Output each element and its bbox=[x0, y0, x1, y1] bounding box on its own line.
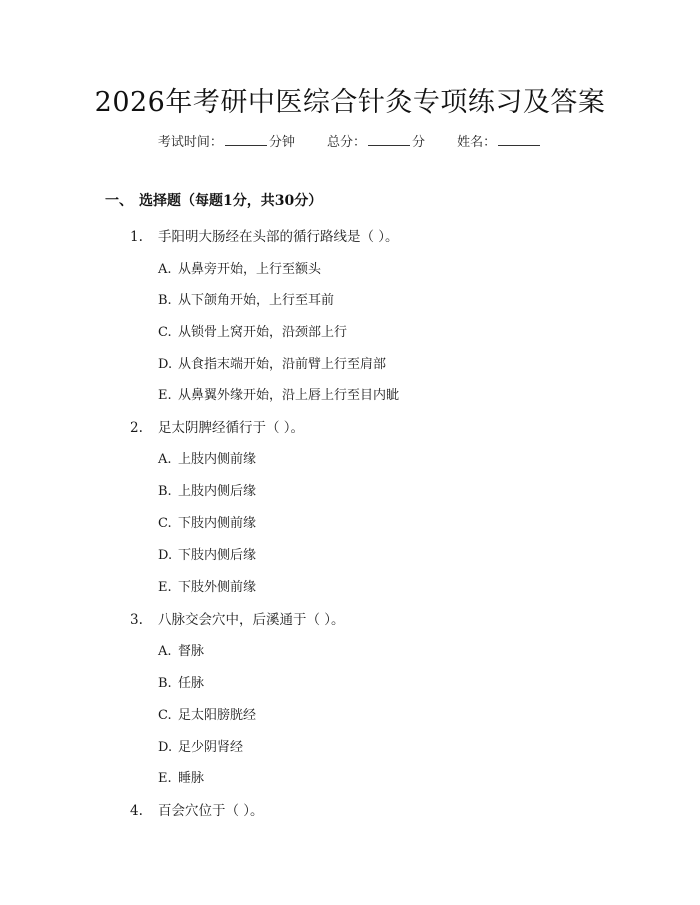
exam-time-blank bbox=[225, 133, 267, 146]
name-label: 姓名： bbox=[457, 135, 497, 150]
option-letter: B. bbox=[158, 293, 172, 308]
option-letter: D. bbox=[158, 357, 173, 372]
option-letter: E. bbox=[158, 388, 172, 403]
option-letter: C. bbox=[158, 516, 172, 531]
option-text: 从下颌角开始，上行至耳前 bbox=[178, 293, 335, 308]
name-blank bbox=[498, 133, 540, 146]
option-item bbox=[158, 736, 243, 755]
option-text: 足太阳膀胱经 bbox=[178, 708, 257, 723]
option-item bbox=[158, 512, 256, 531]
total-score-blank bbox=[368, 133, 410, 146]
option-letter: D. bbox=[158, 740, 173, 755]
option-letter: A. bbox=[158, 644, 172, 659]
question-1 bbox=[130, 225, 399, 245]
question-number: 2. bbox=[130, 420, 143, 436]
option-text: 从锁骨上窝开始，沿颈部上行 bbox=[178, 325, 348, 340]
question-stem: 八脉交会穴中，后溪通于（ ）。 bbox=[158, 612, 345, 628]
question-stem: 手阳明大肠经在头部的循行路线是（ ）。 bbox=[158, 229, 399, 245]
name-field bbox=[457, 131, 542, 150]
exam-time-field bbox=[158, 131, 295, 150]
option-text: 从鼻旁开始，上行至额头 bbox=[178, 262, 322, 277]
option-item bbox=[158, 767, 204, 786]
section-title: 选择题（每题1分，共30分） bbox=[139, 193, 323, 209]
question-stem: 百会穴位于（ ）。 bbox=[158, 803, 264, 819]
option-item bbox=[158, 576, 256, 595]
option-item bbox=[158, 480, 256, 499]
option-letter: B. bbox=[158, 484, 172, 499]
option-letter: E. bbox=[158, 771, 172, 786]
question-4 bbox=[130, 799, 264, 819]
option-text: 督脉 bbox=[178, 644, 205, 659]
question-3 bbox=[130, 608, 345, 628]
question-number: 1. bbox=[130, 229, 143, 245]
option-letter: A. bbox=[158, 452, 172, 467]
option-text: 下肢内侧前缘 bbox=[178, 516, 257, 531]
exam-meta bbox=[0, 131, 700, 150]
option-item bbox=[158, 353, 386, 372]
option-text: 上肢内侧后缘 bbox=[178, 484, 257, 499]
option-letter: D. bbox=[158, 548, 173, 563]
option-item bbox=[158, 289, 334, 308]
option-text: 任脉 bbox=[178, 676, 205, 691]
question-2 bbox=[130, 416, 304, 436]
option-item bbox=[158, 640, 204, 659]
question-number: 4. bbox=[130, 803, 143, 819]
option-item bbox=[158, 704, 256, 723]
option-item bbox=[158, 544, 256, 563]
option-text: 足少阴肾经 bbox=[178, 740, 244, 755]
option-text: 从鼻翼外缘开始，沿上唇上行至目内眦 bbox=[178, 388, 400, 403]
option-text: 下肢外侧前缘 bbox=[178, 580, 257, 595]
option-item bbox=[158, 258, 321, 277]
document-title: 2026年考研中医综合针灸专项练习及答案 bbox=[94, 87, 606, 118]
question-number: 3. bbox=[130, 612, 143, 628]
option-letter: A. bbox=[158, 262, 172, 277]
option-text: 上肢内侧前缘 bbox=[178, 452, 257, 467]
option-letter: E. bbox=[158, 580, 172, 595]
total-score-unit: 分 bbox=[412, 135, 426, 150]
option-item bbox=[158, 672, 204, 691]
total-score-field bbox=[327, 131, 425, 150]
option-text: 从食指末端开始，沿前臂上行至肩部 bbox=[178, 357, 387, 372]
option-text: 睡脉 bbox=[178, 771, 205, 786]
total-score-label: 总分： bbox=[326, 135, 366, 150]
option-text: 下肢内侧后缘 bbox=[178, 548, 257, 563]
option-letter: C. bbox=[158, 708, 172, 723]
exam-time-label: 考试时间： bbox=[157, 135, 223, 150]
option-letter: B. bbox=[158, 676, 172, 691]
option-item bbox=[158, 384, 399, 403]
option-item bbox=[158, 448, 256, 467]
exam-time-unit: 分钟 bbox=[268, 135, 295, 150]
section-heading bbox=[105, 190, 322, 210]
option-letter: C. bbox=[158, 325, 172, 340]
section-number: 一、 bbox=[105, 193, 133, 209]
question-stem: 足太阴脾经循行于（ ）。 bbox=[158, 420, 305, 436]
option-item bbox=[158, 321, 347, 340]
